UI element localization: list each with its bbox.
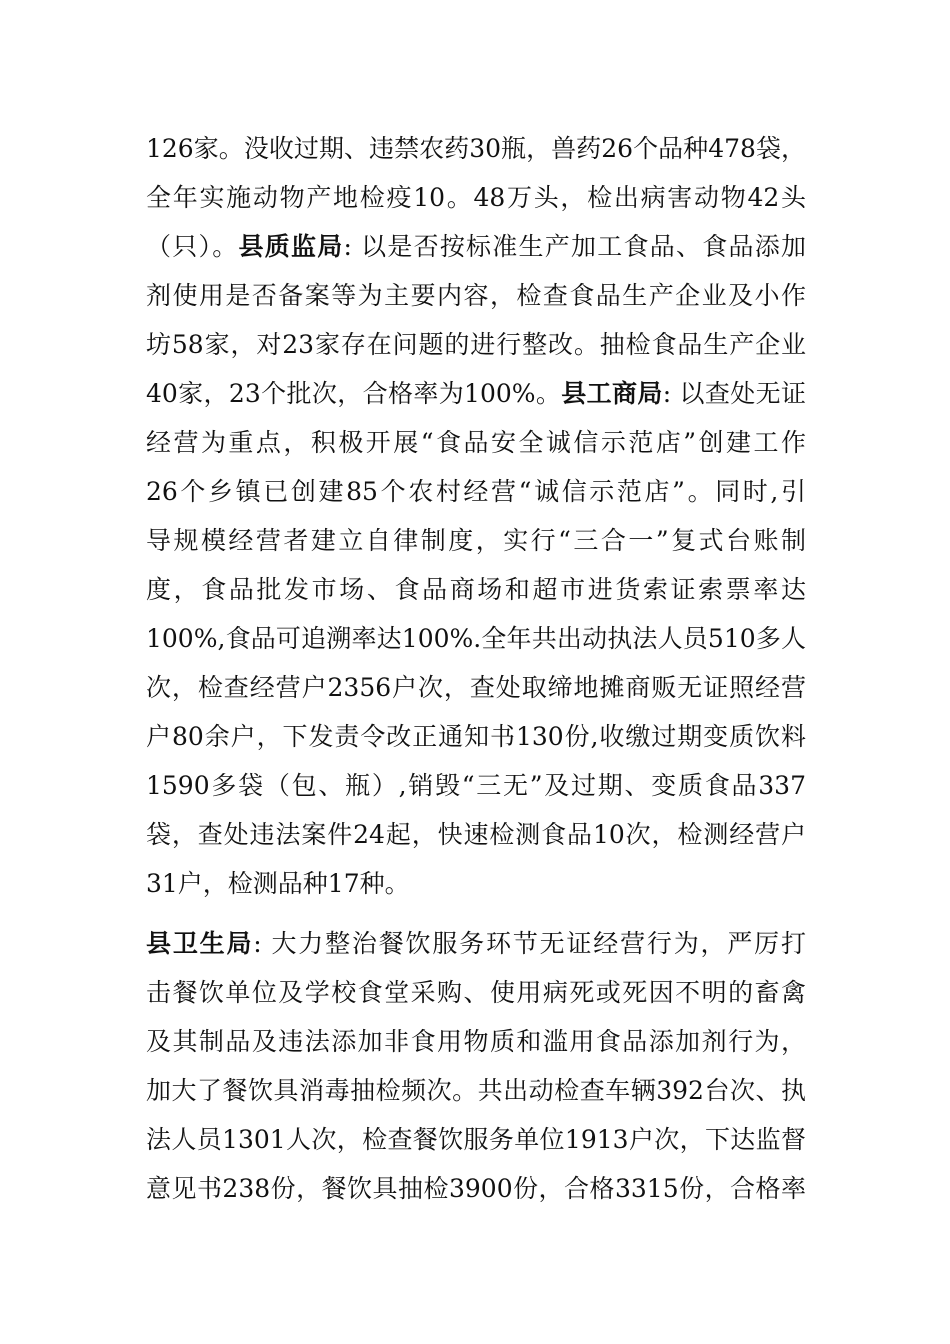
text-line: 导规模经营者建立自律制度，实行“三合一”复式台账制 [146,526,806,555]
text-line [146,919,806,968]
text-line: 袋，查处违法案件24起，快速检测食品10次，检测经营户 [146,820,806,849]
text-line: 及其制品及违法添加非食用物质和滥用食品添加剂行为， [146,1027,806,1056]
text-line: 法人员1301人次，检查餐饮服务单位1913户次，下达监督 [146,1125,806,1154]
heading-quality-bureau: 县质监局 [238,232,344,261]
text-line: 意见书238份，餐饮具抽检3900份，合格3315份，合格率 [146,1174,806,1203]
text-line [146,222,806,271]
text-line: 经营为重点，积极开展“食品安全诚信示范店”创建工作 [146,428,806,457]
text-span: （只）。 [146,232,239,261]
text-line: 100%,食品可追溯率达100%.全年共出动执法人员510多人 [146,624,806,653]
text-line: 次，检查经营户2356户次，查处取缔地摊商贩无证照经营 [146,673,806,702]
text-line: 126家。没收过期、违禁农药30瓶，兽药26个品种478袋， [146,134,806,163]
text-span: : 大力整治餐饮服务环节无证经营行为，严厉打 [253,929,806,958]
text-span: : 以是否按标准生产加工食品、食品添加 [343,232,806,261]
paragraph-agriculture-quality-commerce [146,124,806,908]
text-line: 坊58家，对23家存在问题的进行整改。抽检食品生产企业 [146,330,806,359]
text-span: : 以查处无证 [662,379,806,408]
heading-health-bureau: 县卫生局 [146,929,254,958]
text-line: 度，食品批发市场、食品商场和超市进货索证索票率达 [146,575,806,604]
text-line: 全年实施动物产地检疫10。48万头，检出病害动物42头 [146,183,806,212]
heading-commerce-bureau: 县工商局 [561,379,663,408]
text-line: 击餐饮单位及学校食堂采购、使用病死或死因不明的畜禽 [146,978,806,1007]
text-line: 31户，检测品种17种。 [146,869,410,898]
text-line [146,369,806,418]
text-line: 1590多袋（包、瓶）,销毁“三无”及过期、变质食品337 [146,771,806,800]
paragraph-health-bureau [146,919,806,1213]
text-line: 剂使用是否备案等为主要内容，检查食品生产企业及小作 [146,281,806,310]
text-line: 26个乡镇已创建85个农村经营“诚信示范店”。同时,引 [146,477,806,506]
text-span: 40家，23个批次，合格率为100%。 [146,379,562,408]
text-line: 加大了餐饮具消毒抽检频次。共出动检查车辆392台次、执 [146,1076,806,1105]
text-line: 户80余户，下发责令改正通知书130份,收缴过期变质饮料 [146,722,806,751]
